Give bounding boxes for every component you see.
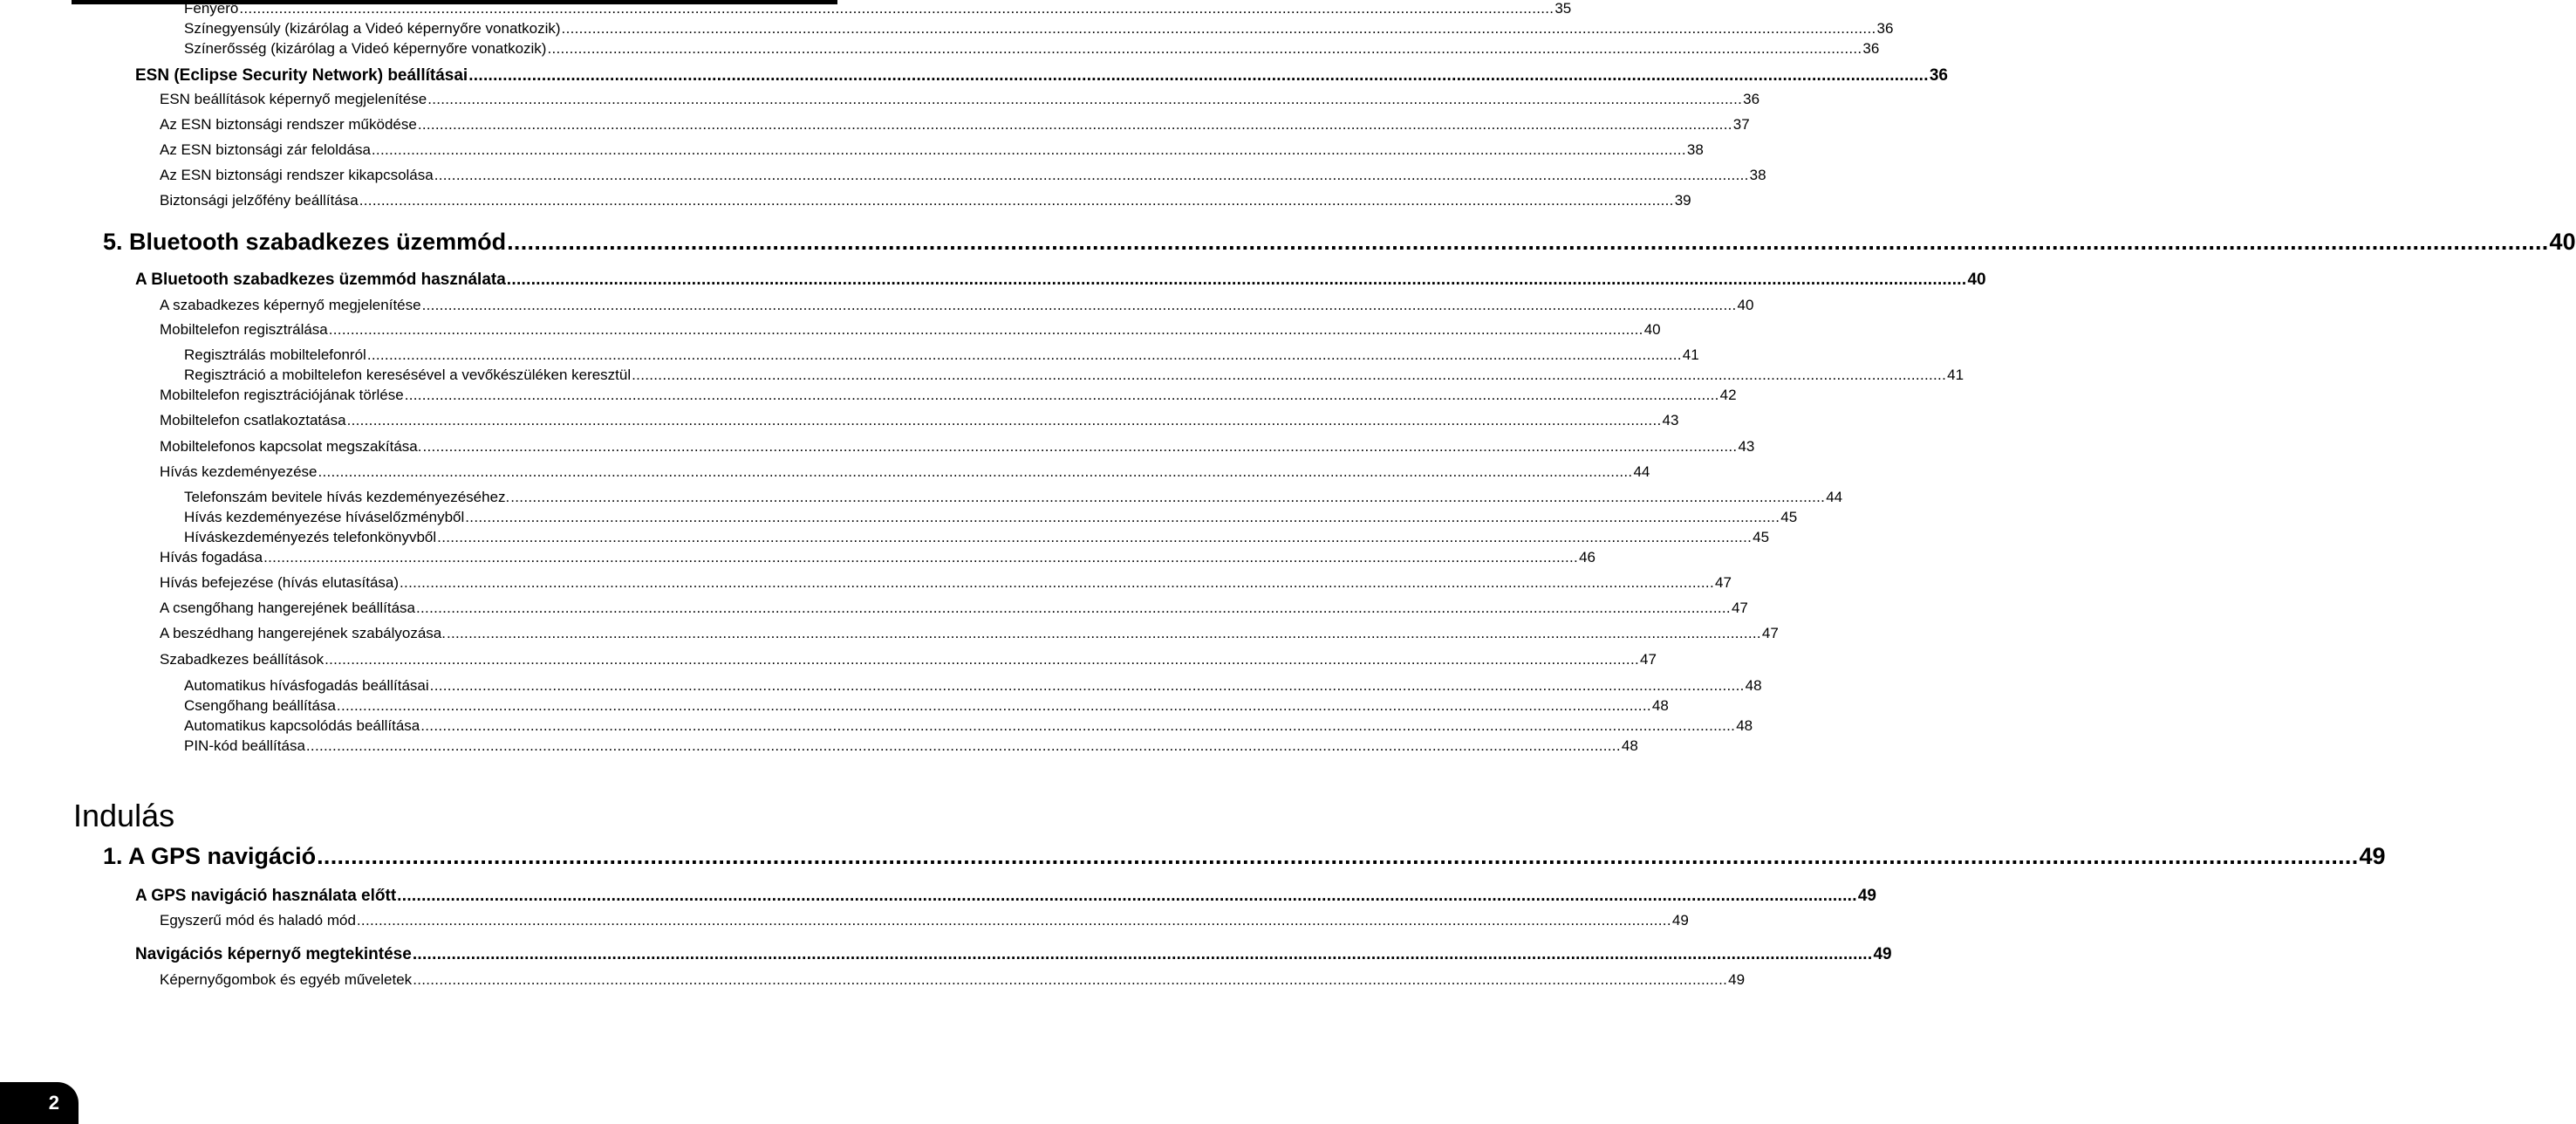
toc-entry-page: 47	[1731, 600, 1748, 616]
toc-entry-title: Regisztrálás mobiltelefonról	[184, 346, 366, 363]
toc-entry-title: Mobiltelefon csatlakoztatása	[160, 412, 346, 428]
toc-entry-title: Az ESN biztonsági rendszer kikapcsolása	[160, 167, 434, 183]
dot-leader: ............................................................................................................................................................................................................................................................................................................	[366, 346, 1682, 363]
dot-leader: ............................................................................................................................................................................................................................................................................................................	[305, 737, 1621, 754]
toc-entry-page: 45	[1753, 529, 1770, 545]
dot-leader: ............................................................................................................................................................................................................................................................................................................	[359, 192, 1674, 209]
dot-leader: ............................................................................................................................................................................................................................................................................................................	[422, 438, 1738, 455]
toc-entry[interactable]	[103, 843, 2386, 870]
dot-leader: ............................................................................................................................................................................................................................................................................................................	[416, 600, 1731, 616]
toc-entry-title: A szabadkezes képernyő megjelenítése	[160, 297, 421, 313]
dot-leader: ............................................................................................................................................................................................................................................................................................................	[468, 66, 1929, 85]
toc-entry-page: 49	[1671, 912, 1689, 929]
toc-entry-title: Képernyőgombok és egyéb műveletek	[160, 971, 413, 988]
toc-entry[interactable]	[160, 412, 1679, 429]
dot-leader: ............................................................................................................................................................................................................................................................................................................	[263, 549, 1579, 565]
dot-leader: ............................................................................................................................................................................................................................................................................................................	[507, 229, 2549, 255]
toc-entry-page: 40	[1737, 297, 1754, 313]
toc-entry-page: 39	[1674, 192, 1691, 209]
dot-leader: ............................................................................................................................................................................................................................................................................................................	[336, 697, 1651, 714]
toc-entry-title: Az ESN biztonsági zár feloldása	[160, 141, 371, 158]
toc-entry-page: 49	[2359, 843, 2386, 869]
toc-entry-title: Regisztráció a mobiltelefon keresésével a vevőkészüléken keresztül	[184, 367, 632, 383]
toc-entry-title: Mobiltelefon regisztrálása	[160, 321, 328, 338]
dot-leader: ............................................................................................................................................................................................................................................................................................................	[429, 677, 1745, 694]
toc-entry[interactable]	[135, 66, 1948, 86]
toc-entry-title: 5. Bluetooth szabadkezes üzemmód	[103, 229, 507, 255]
toc-entry[interactable]	[135, 945, 1892, 964]
toc-entry-page: 47	[1714, 574, 1732, 591]
dot-leader: ............................................................................................................................................................................................................................................................................................................	[400, 574, 1714, 591]
toc-entry-title: ESN beállítások képernyő megjelenítése	[160, 91, 427, 107]
toc-entry[interactable]	[160, 321, 1661, 339]
toc-entry-page: 43	[1738, 438, 1755, 455]
toc-entry-title: A beszédhang hangerejének szabályozása.	[160, 625, 446, 641]
dot-leader: ............................................................................................................................................................................................................................................................................................................	[417, 116, 1732, 133]
toc-entry-title: Híváskezdeményezés telefonkönyvből	[184, 529, 437, 545]
dot-leader: ............................................................................................................................................................................................................................................................................................................	[561, 20, 1876, 37]
dot-leader: ............................................................................................................................................................................................................................................................................................................	[397, 887, 1857, 905]
toc-entry[interactable]	[160, 625, 1779, 642]
toc-entry-title: 1. A GPS navigáció	[103, 843, 317, 869]
toc-entry-title: A GPS navigáció használata előtt	[135, 887, 397, 905]
toc-entry-page: 38	[1749, 167, 1766, 183]
toc-entry[interactable]	[135, 271, 1986, 290]
dot-leader: ............................................................................................................................................................................................................................................................................................................	[413, 971, 1728, 988]
toc-entry[interactable]	[160, 912, 1689, 929]
toc-entry[interactable]	[184, 40, 1880, 58]
toc-entry-page: 47	[1640, 651, 1657, 668]
toc-entry-title: Csengőhang beállítása	[184, 697, 336, 714]
toc-entry[interactable]	[160, 91, 1760, 108]
toc-entry[interactable]	[135, 887, 1876, 906]
toc-entry-title: Hívás befejezése (hívás elutasítása)	[160, 574, 400, 591]
toc-entry-title: Hívás fogadása	[160, 549, 263, 565]
toc-entry-page: 48	[1621, 737, 1638, 754]
toc-entry-title: Telefonszám bevitele hívás kezdeményezéséhez.	[184, 489, 510, 505]
dot-leader: ............................................................................................................................................................................................................................................................................................................	[371, 141, 1686, 158]
toc-entry-page: 48	[1745, 677, 1762, 694]
toc-entry-page: 37	[1732, 116, 1750, 133]
toc-entry[interactable]	[160, 192, 1691, 209]
toc-entry-title: A csengőhang hangerejének beállítása	[160, 600, 416, 616]
toc-entry-page: 35	[1554, 0, 1572, 17]
toc-entry-page: 36	[1876, 20, 1894, 37]
toc-entry[interactable]	[160, 463, 1650, 481]
toc-entry-page: 49	[1728, 971, 1746, 988]
toc-entry-title: A Bluetooth szabadkezes üzemmód használata	[135, 271, 506, 289]
toc-entry-title: Mobiltelefonos kapcsolat megszakítása.	[160, 438, 422, 455]
toc-entry-title: ESN (Eclipse Security Network) beállításai	[135, 66, 468, 85]
toc-entry[interactable]	[184, 346, 1699, 364]
toc-entry-title: Hívás kezdeményezése híváselőzményből	[184, 509, 465, 525]
dot-leader: ............................................................................................................................................................................................................................................................................................................	[510, 489, 1826, 505]
dot-leader: ............................................................................................................................................................................................................................................................................................................	[465, 509, 1780, 525]
toc-entry-page: 41	[1947, 367, 1964, 383]
toc-entry[interactable]	[160, 116, 1750, 134]
toc-entry[interactable]	[184, 367, 1964, 384]
toc-entry-page: 40	[1967, 271, 1986, 289]
page-number-badge	[0, 1082, 79, 1124]
toc-entry-page: 40	[1643, 321, 1661, 338]
toc-entry[interactable]	[160, 651, 1657, 668]
toc-entry[interactable]	[184, 0, 1572, 17]
toc-entry[interactable]	[160, 971, 1746, 989]
toc-entry[interactable]	[184, 20, 1894, 38]
toc-entry[interactable]	[184, 737, 1638, 755]
toc-entry-title: Hívás kezdeményezése	[160, 463, 318, 480]
toc-entry-title: Navigációs képernyő megtekintése	[135, 945, 412, 963]
dot-leader: ............................................................................................................................................................................................................................................................................................................	[239, 0, 1554, 17]
toc-entry[interactable]	[160, 574, 1732, 592]
toc-entry-page: 43	[1662, 412, 1679, 428]
dot-leader: ............................................................................................................................................................................................................................................................................................................	[427, 91, 1743, 107]
toc-entry-page: 48	[1651, 697, 1669, 714]
toc-entry-title: Fényerő	[184, 0, 239, 17]
toc-entry[interactable]	[184, 677, 1762, 695]
section-title: Indulás	[73, 798, 175, 833]
toc-entry-title: Biztonsági jelzőfény beállítása	[160, 192, 359, 209]
dot-leader: ............................................................................................................................................................................................................................................................................................................	[420, 717, 1736, 734]
toc-entry-page: 36	[1929, 66, 1948, 85]
toc-entry-page: 42	[1719, 387, 1737, 403]
toc-entry[interactable]	[160, 549, 1596, 566]
toc-entry-title: Szabadkezes beállítások	[160, 651, 325, 668]
toc-entry-page: 49	[1857, 887, 1876, 905]
toc-entry[interactable]	[160, 297, 1754, 314]
toc-entry[interactable]	[160, 600, 1748, 617]
dot-leader: ............................................................................................................................................................................................................................................................................................................	[356, 912, 1671, 929]
toc-entry[interactable]	[103, 229, 2576, 256]
toc-entry[interactable]	[160, 387, 1737, 404]
toc-entry[interactable]	[160, 167, 1766, 184]
toc-entry-page: 47	[1761, 625, 1779, 641]
toc-entry[interactable]	[184, 529, 1770, 546]
toc-entry-page: 49	[1873, 945, 1892, 963]
toc-entry-page: 36	[1743, 91, 1760, 107]
dot-leader: ............................................................................................................................................................................................................................................................................................................	[317, 843, 2359, 869]
toc-entry-page: 44	[1633, 463, 1650, 480]
toc-entry[interactable]	[184, 717, 1753, 735]
dot-leader: ............................................................................................................................................................................................................................................................................................................	[325, 651, 1640, 668]
dot-leader: ............................................................................................................................................................................................................................................................................................................	[437, 529, 1753, 545]
dot-leader: ............................................................................................................................................................................................................................................................................................................	[632, 367, 1947, 383]
toc-entry-page: 48	[1736, 717, 1753, 734]
toc-entry-page: 44	[1826, 489, 1843, 505]
dot-leader: ............................................................................................................................................................................................................................................................................................................	[318, 463, 1633, 480]
dot-leader: ............................................................................................................................................................................................................................................................................................................	[421, 297, 1737, 313]
toc-entry-title: Az ESN biztonsági rendszer működése	[160, 116, 417, 133]
dot-leader: ............................................................................................................................................................................................................................................................................................................	[547, 40, 1862, 57]
toc-entry[interactable]	[184, 697, 1669, 715]
toc-entry[interactable]	[160, 438, 1755, 456]
toc-entry[interactable]	[184, 509, 1798, 526]
toc-entry-title: Mobiltelefon regisztrációjának törlése	[160, 387, 404, 403]
dot-leader: ............................................................................................................................................................................................................................................................................................................	[434, 167, 1749, 183]
toc-entry-title: Automatikus kapcsolódás beállítása	[184, 717, 420, 734]
toc-entry[interactable]	[184, 489, 1843, 506]
toc-entry-page: 40	[2549, 229, 2576, 255]
toc-entry[interactable]	[160, 141, 1704, 159]
toc-entry-title: Színerősség (kizárólag a Videó képernyőre vonatkozik)	[184, 40, 547, 57]
dot-leader: ............................................................................................................................................................................................................................................................................................................	[412, 945, 1873, 963]
dot-leader: ............................................................................................................................................................................................................................................................................................................	[506, 271, 1967, 289]
toc-entry-title: Színegyensúly (kizárólag a Videó képernyőre vonatkozik)	[184, 20, 561, 37]
dot-leader: ............................................................................................................................................................................................................................................................................................................	[328, 321, 1643, 338]
toc-entry-title: Egyszerű mód és haladó mód	[160, 912, 356, 929]
toc-entry-title: Automatikus hívásfogadás beállításai	[184, 677, 429, 694]
page-number: 2	[48, 1092, 59, 1114]
dot-leader: ............................................................................................................................................................................................................................................................................................................	[346, 412, 1662, 428]
toc-entry-title: PIN-kód beállítása	[184, 737, 305, 754]
dot-leader: ............................................................................................................................................................................................................................................................................................................	[404, 387, 1719, 403]
dot-leader: ............................................................................................................................................................................................................................................................................................................	[446, 625, 1761, 641]
toc-entry-page: 45	[1780, 509, 1798, 525]
toc-entry-page: 41	[1682, 346, 1699, 363]
toc-entry-page: 36	[1862, 40, 1880, 57]
toc-entry-page: 46	[1579, 549, 1596, 565]
toc-entry-page: 38	[1686, 141, 1704, 158]
